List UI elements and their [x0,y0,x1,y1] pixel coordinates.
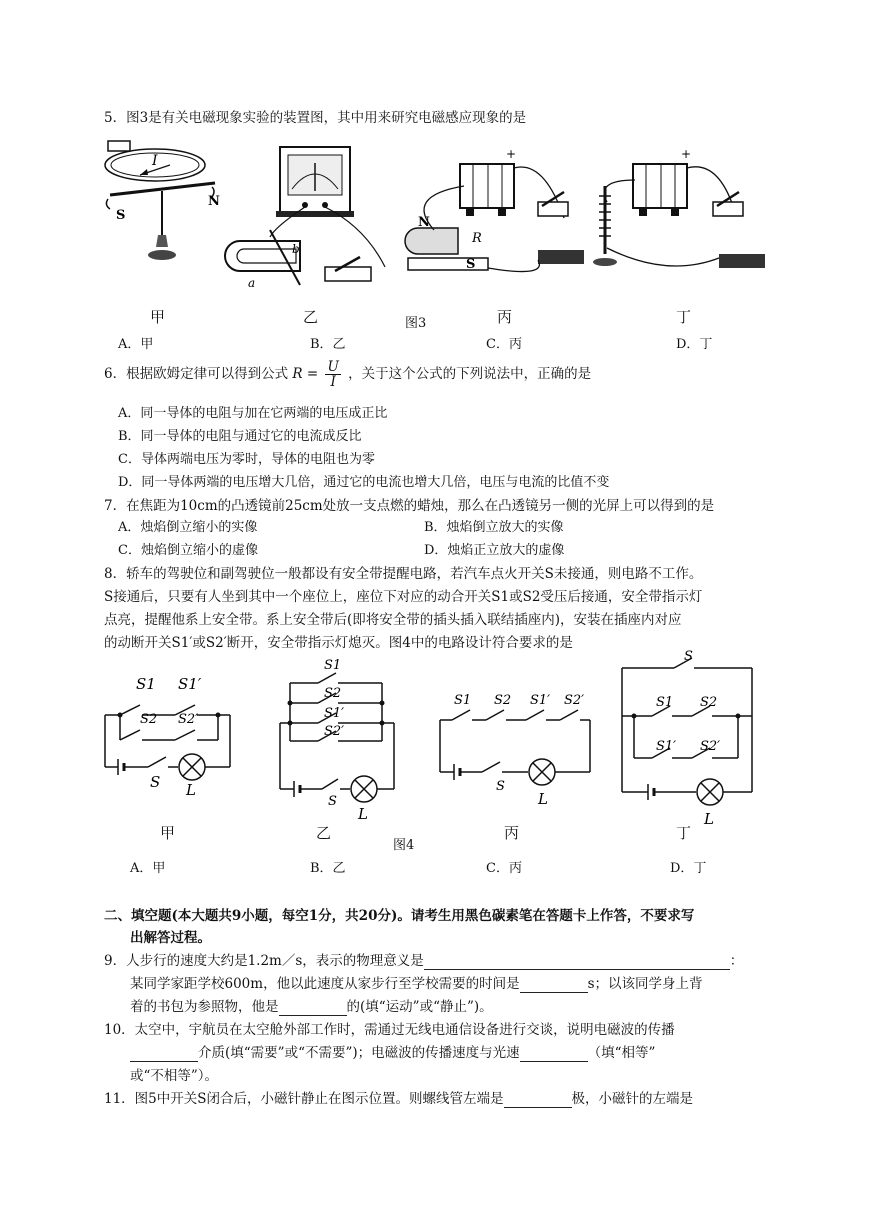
yi-s: S [328,794,337,809]
q11-text-1b: 极，小磁针的左端是 [571,1091,694,1107]
q8-line-4: 的动断开关S1′或S2′断开，安全带指示灯熄灭。图4中的电路设计符合要求的是 [104,635,573,651]
q6-option-c: C．导体两端电压为零时，导体的电阻也为零 [118,452,375,467]
q6-option-b: B．同一导体的电阻与通过它的电流成反比 [118,429,362,444]
q9-blank-3[interactable] [279,999,347,1016]
q7-stem: 7．在焦距为10cm的凸透镜前25cm处放一支点燃的蜡烛，那么在凸透镜另一侧的光屏上可以得到的是 [104,498,715,514]
q6-option-d: D．同一导体两端的电压增大几倍，通过它的电流也增大几倍，电压与电流的比值不变 [118,475,610,490]
q8-option-d: D．丁 [670,861,707,876]
yi-s2: S2 [324,686,342,701]
fig3-label-bing: 丙 [497,308,513,326]
fig4-label-yi: 乙 [316,824,332,842]
yi-l: L [358,805,368,823]
fig4-circuit-yi [270,655,420,825]
q6-formula-fraction [325,360,340,389]
q9-text-3a: 着的书包为参照物，他是 [130,999,279,1015]
q5-option-a: A．甲 [118,337,154,352]
q5-option-b: B．乙 [310,337,346,352]
q11-text-1a: 11．图5中开关S闭合后，小磁针静止在图示位置。则螺线管左端是 [104,1091,504,1107]
q8-option-b: B．乙 [310,861,346,876]
bing-s2: S2 [494,693,512,708]
bing-s1p: S1′ [530,693,551,708]
bing-s: S [496,779,505,794]
q8-line-3: 点亮，提醒他系上安全带。系上安全带后(即将安全带的插头插入联结插座内)，安装在插座内对应 [104,612,682,628]
q6-stem-after: ，关于这个公式的下列说法中，正确的是 [348,366,592,382]
q9-blank-1[interactable] [424,953,730,970]
q10-blank-1[interactable] [130,1045,198,1062]
fig4-circuit-jia [100,655,240,800]
q10-text-2a: 介质(填“需要”或“不需要”)；电磁波的传播速度与光速 [198,1045,520,1061]
q9-blank-2[interactable] [520,976,588,993]
fig4-circuit-ding [612,650,762,830]
q9-line-2 [130,972,703,993]
pole-label-n-bing: N [418,215,430,230]
q5-option-d: D．丁 [676,337,713,352]
section2-heading-line1: 二、填空题(本大题共9小题，每空1分，共20分)。请考生用黑色碳素笔在答题卡上作答，不要求写 [104,908,695,924]
q11-line-1 [104,1087,693,1108]
ding-s2p: S2′ [700,739,721,754]
wire-label-b: b [292,242,300,256]
q7-option-c: C．烛焰倒立缩小的虚像 [118,543,258,558]
q9-text-3b: 的(填“运动”或“静止”)。 [346,999,493,1015]
fig3-label-jia: 甲 [150,308,166,326]
ding-s2: S2 [700,695,718,710]
q9-text-1a: 9．人步行的速度大约是1.2m／s，表示的物理意义是 [104,953,424,969]
q8-line-1: 8．轿车的驾驶位和副驾驶位一般都设有安全带提醒电路，若汽车点火开关S未接通，则电路不工作。 [104,566,703,582]
svg-text:+: + [681,147,692,161]
jia-s1p: S1′ [178,675,202,693]
yi-s2p: S2′ [324,724,345,739]
jia-l: L [186,781,196,799]
q8-option-a: A．甲 [130,861,166,876]
q9-line-3 [130,995,493,1016]
wire-label-a: a [248,276,256,290]
jia-s2p: S2′ [178,712,199,727]
fig3-panel-bing [398,147,598,280]
q5-stem: 5．图3是有关电磁现象实验的装置图，其中用来研究电磁感应现象的是 [104,110,527,126]
jia-s1: S1 [136,675,156,693]
yi-s1: S1 [324,658,342,673]
pole-label-n: N [208,194,220,209]
q10-line-3: 或“不相等”）。 [130,1068,219,1084]
ding-l: L [704,810,714,828]
q6-formula-num: U [327,359,339,375]
fig4-circuit-bing [430,680,600,810]
ding-s1: S1 [656,695,674,710]
fig4-label-ding: 丁 [676,824,692,842]
rod-label-r: R [472,231,482,246]
q6-formula-den: I [330,374,336,390]
fig3-caption: 图3 [405,316,427,331]
fig3-panel-yi [230,145,400,290]
fig3-label-ding: 丁 [676,308,692,326]
jia-s: S [150,773,161,791]
fig3-label-yi: 乙 [303,308,319,326]
q10-line-1: 10．太空中，宇航员在太空舱外部工作时，需通过无线电通信设备进行交谈，说明电磁波的传播 [104,1022,675,1038]
q7-option-a: A．烛焰倒立缩小的实像 [118,520,258,535]
fig4-label-bing: 丙 [504,824,520,842]
q9-text-2a: 某同学家距学校600m，他以此速度从家步行至学校需要的时间是 [130,976,520,992]
q10-text-2b: （填“相等” [587,1045,656,1061]
fig3-panel-jia [100,135,230,270]
pole-label-s: S [116,208,126,223]
q5-option-c: C．丙 [486,337,522,352]
ding-s1p: S1′ [656,739,677,754]
yi-s1p: S1′ [324,706,345,721]
q10-line-2 [130,1041,655,1062]
q11-blank-1[interactable] [504,1091,572,1108]
q7-option-d: D．烛焰正立放大的虚像 [424,543,565,558]
pole-label-s-bing: S [466,257,476,272]
section2-heading-line2: 出解答过程。 [130,930,211,946]
current-label-i: I [152,153,158,169]
jia-s2: S2 [140,712,158,727]
q8-option-c: C．丙 [486,861,522,876]
fig4-caption: 图4 [393,838,415,853]
bing-l: L [538,790,548,808]
ding-s: S [684,649,693,664]
svg-text:+: + [506,147,517,161]
q6-stem [104,358,591,390]
q6-stem-before: 6．根据欧姆定律可以得到公式 [104,366,289,382]
fig4-label-jia: 甲 [160,824,176,842]
q6-formula-lhs: R = [292,366,319,382]
q9-text-2b: s；以该同学身上背 [587,976,703,992]
q6-option-a: A．同一导体的电阻与加在它两端的电压成正比 [118,406,388,421]
q7-option-b: B．烛焰倒立放大的实像 [424,520,564,535]
bing-s1: S1 [454,693,472,708]
bing-s2p: S2′ [564,693,585,708]
q9-line-1 [104,949,743,970]
q8-line-2: S接通后，只要有人坐到其中一个座位上，座位下对应的动合开关S1或S2受压后接通，安全带指示灯 [104,589,703,605]
q9-text-1b: ： [729,953,744,969]
fig3-panel-ding [595,147,770,280]
q10-blank-2[interactable] [520,1045,588,1062]
